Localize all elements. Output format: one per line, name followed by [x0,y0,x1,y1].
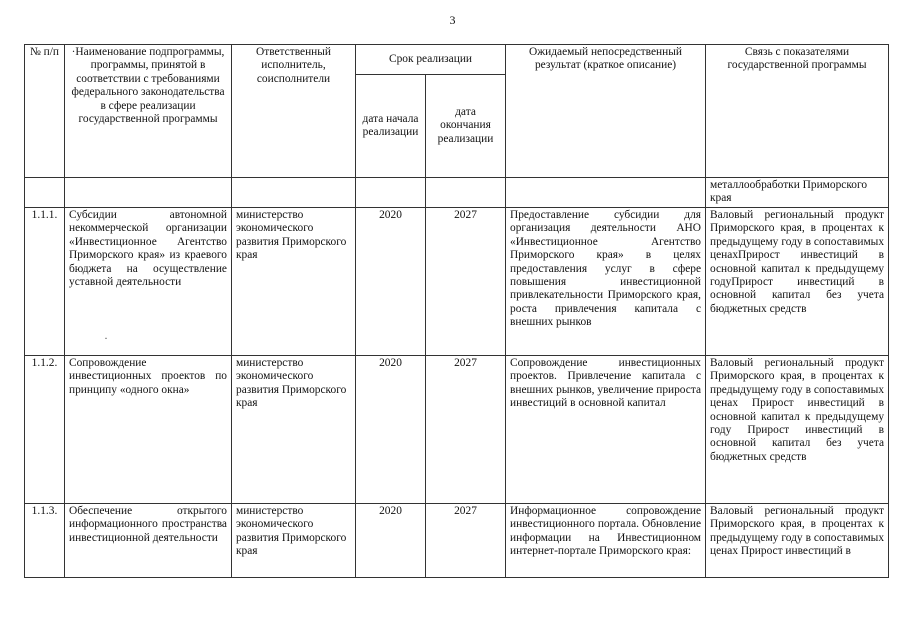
cell-link-continuation: металлообработки Приморского края [706,178,889,208]
cell-name: Обеспечение открытого информационного пространства инвестиционной деятельности [65,504,232,578]
cell-number: 1.1.1. [25,208,65,356]
cell-empty [25,178,65,208]
header-result: Ожидаемый непосредственный результат (краткое описание) [506,45,706,178]
cell-start-year: 2020 [356,356,426,504]
header-end-date: дата окончания реализации [426,75,506,178]
header-name: ·Наименование подпрограммы, программы, принятой в соответствии с требованиями федерального законодательства в сфере реализации государственной программы [65,45,232,178]
cell-name: Субсидии автономной некоммерческой организации «Инвестиционное Агентство Приморского края» из краевого бюджета на осуществление уставной деятельности [65,208,232,356]
header-period: Срок реализации [356,45,506,75]
cell-end-year: 2027 [426,356,506,504]
cell-responsible: министерство экономического развития Приморского края [232,208,356,356]
cell-number: 1.1.3. [25,504,65,578]
cell-start-year: 2020 [356,208,426,356]
scan-speck-icon: · [104,331,108,345]
header-responsible: Ответственный исполнитель, соисполнители [232,45,356,178]
cell-end-year: 2027 [426,504,506,578]
cell-link: Валовый региональный продукт Приморского края, в процентах к предыдущему году в сопоставимых ценахПрирост инвестиций в основной капитал к предыдущему годуПрирост инвестиций в основной капитал без учета бюджетных средств [706,208,889,356]
cell-responsible: министерство экономического развития Приморского края [232,504,356,578]
program-activities-table [24,44,889,578]
cell-end-year: 2027 [426,208,506,356]
cell-number: 1.1.2. [25,356,65,504]
cell-responsible: министерство экономического развития Приморского края [232,356,356,504]
cell-empty [65,178,232,208]
cell-result: Информационное сопровождение инвестиционного портала. Обновление информации на Инвестиционном интернет-портале Приморского края: [506,504,706,578]
cell-link: Валовый региональный продукт Приморского края, в процентах к предыдущему году в сопоставимых ценах Прирост инвестиций в [706,504,889,578]
table-row-continuation [25,178,889,208]
cell-link: Валовый региональный продукт Приморского края, в процентах к предыдущему году в сопоставимых ценах Прирост инвестиций в основной капитал к предыдущему году Прирост инвестиций в основной капитал без учета бюджетных средств [706,356,889,504]
header-link: Связь с показателями государственной программы [706,45,889,178]
cell-empty [506,178,706,208]
cell-start-year: 2020 [356,504,426,578]
cell-empty [356,178,426,208]
cell-result: Предоставление субсидии для организация деятельности АНО «Инвестиционное Агентство Приморского края» в целях предоставления услуг в сфере повышения инвестиционной привлекательности Приморского края, роста привлечения капитала с внешних рынков [506,208,706,356]
table-row [25,504,889,578]
header-number: № п/п [25,45,65,178]
cell-empty [232,178,356,208]
cell-name: Сопровождение инвестиционных проектов по принципу «одного окна» [65,356,232,504]
cell-result: Сопровождение инвестиционных проектов. Привлечение капитала с внешних рынков, увеличение прироста инвестиций в основной капитал [506,356,706,504]
header-start-date: дата начала реализации [356,75,426,178]
table-row [25,356,889,504]
cell-empty [426,178,506,208]
page-number: 3 [449,13,456,27]
table-row [25,208,889,356]
